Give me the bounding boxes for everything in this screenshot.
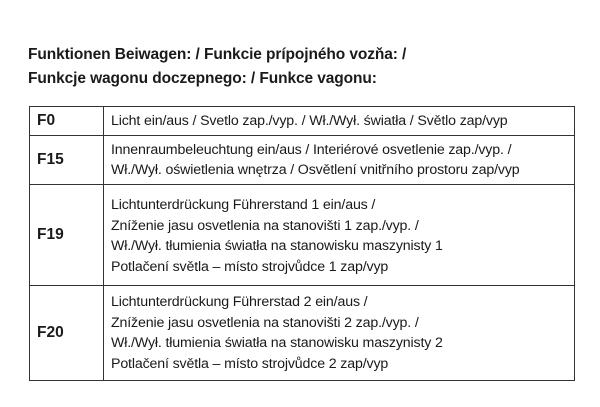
- function-description: [104, 185, 575, 286]
- function-description: [104, 136, 575, 185]
- description-line: Wł./Wył. oświetlenia wnętrza / Osvětlení vnitřního prostoru zap/vyp: [111, 162, 520, 178]
- functions-heading: [28, 43, 588, 91]
- function-code: F20: [30, 286, 104, 381]
- description-line: Innenraumbeleuchtung ein/aus / Interiérové osvetlenie zap./vyp. /: [111, 141, 512, 158]
- description-line: Wł./Wył. tłumienia światła na stanowisku maszynisty 1: [111, 238, 443, 254]
- description-line: Zníženie jasu osvetlenia na stanovišti 2 zap./vyp. /: [111, 314, 419, 331]
- function-code: F15: [30, 136, 104, 185]
- description-line: Wł./Wył. tłumienia światła na stanowisku maszynisty 2: [111, 335, 443, 351]
- function-description: [104, 107, 575, 136]
- description-line: Lichtunterdrückung Führerstand 1 ein/aus /: [111, 197, 376, 213]
- function-code: F19: [30, 185, 104, 286]
- table-row-f20: [30, 286, 575, 381]
- description-line: Zníženie jasu osvetlenia na stanovišti 1 zap./vyp. /: [111, 217, 419, 234]
- description-line: Potlačení světla – místo strojvůdce 1 zap/vyp: [111, 258, 389, 275]
- function-code: F0: [30, 107, 104, 136]
- description-line: Lichtunterdrückung Führerstad 2 ein/aus /: [111, 294, 368, 310]
- functions-table: [29, 106, 575, 381]
- function-description: [104, 286, 575, 381]
- description-line: Potlačení světla – místo strojvůdce 2 zap/vyp: [111, 355, 389, 372]
- heading-line-1: Funktionen Beiwagen: / Funkcie prípojného vozňa: /: [28, 46, 407, 63]
- heading-line-2: Funkcje wagonu doczepnego: / Funkce vagonu:: [28, 70, 377, 87]
- table-row-f19: [30, 185, 575, 286]
- table-row-f0: [30, 107, 575, 136]
- description-line: Licht ein/aus / Svetlo zap./vyp. / Wł./Wył. światła / Světlo zap/vyp: [111, 112, 508, 129]
- table-row-f15: [30, 136, 575, 185]
